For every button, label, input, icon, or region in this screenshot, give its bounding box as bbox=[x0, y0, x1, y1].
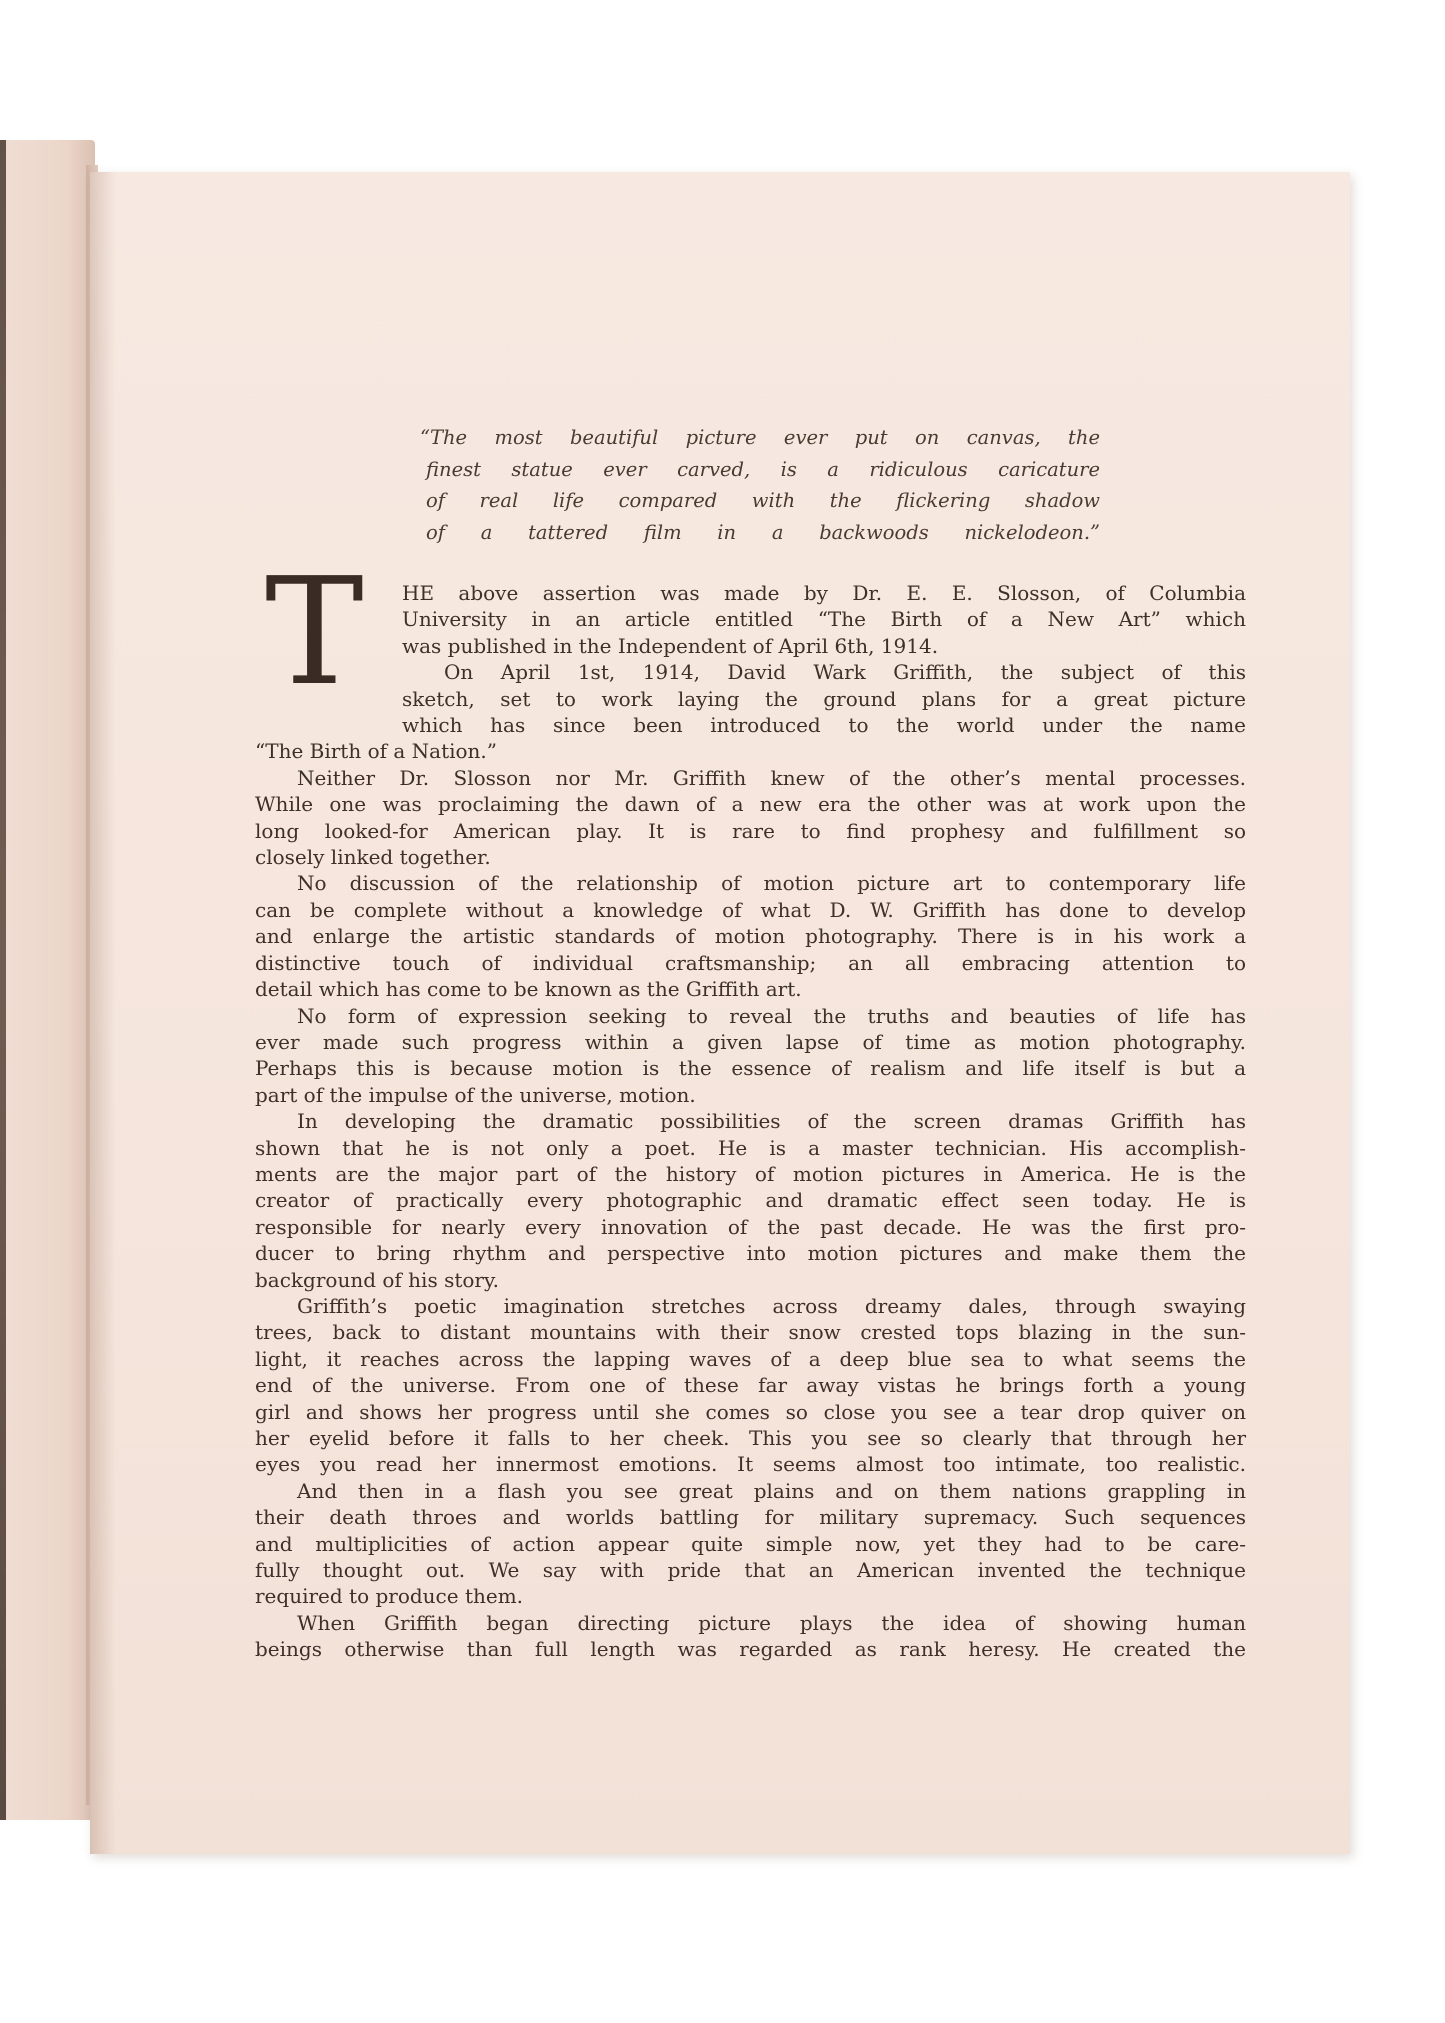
text-line: sketch, set to work laying the ground plans for a great picture bbox=[402, 686, 1246, 711]
text-line: ducer to bring rhythm and perspective into motion pictures and make them the bbox=[255, 1241, 1246, 1266]
quote-line: finest statue ever carved, is a ridiculous caricature bbox=[426, 457, 1100, 481]
text-line: Neither Dr. Slosson nor Mr. Griffith knew of the other’s mental processes. bbox=[297, 765, 1246, 790]
text-line: girl and shows her progress until she comes so close you see a tear drop quiver on bbox=[255, 1399, 1246, 1424]
text-line: their death throes and worlds battling for military supremacy. Such sequences bbox=[255, 1505, 1246, 1530]
text-line: ever made such progress within a given lapse of time as motion photography. bbox=[255, 1029, 1246, 1054]
text-line: eyes you read her innermost emotions. It seems almost too intimate, too realistic. bbox=[255, 1452, 1246, 1477]
text-line: end of the universe. From one of these far away vistas he brings forth a young bbox=[255, 1373, 1246, 1398]
text-line: “The Birth of a Nation.” bbox=[255, 739, 498, 764]
text-line: Griffith’s poetic imagination stretches across dreamy dales, through swaying bbox=[297, 1293, 1246, 1318]
text-line: light, it reaches across the lapping waves of a deep blue sea to what seems the bbox=[255, 1346, 1246, 1371]
text-line: trees, back to distant mountains with their snow crested tops blazing in the sun- bbox=[255, 1320, 1246, 1345]
text-line: When Griffith began directing picture plays the idea of showing human bbox=[297, 1610, 1246, 1635]
drop-cap: T bbox=[265, 546, 364, 718]
text-line: Perhaps this is because motion is the essence of realism and life itself is but a bbox=[255, 1056, 1246, 1081]
text-line: fully thought out. We say with pride that an American invented the technique bbox=[255, 1558, 1246, 1583]
text-line: No form of expression seeking to reveal the truths and beauties of life has bbox=[297, 1003, 1246, 1028]
right-page bbox=[90, 172, 1350, 1854]
text-line: long looked-for American play. It is rare to find prophesy and fulfillment so bbox=[255, 818, 1246, 843]
text-line: beings otherwise than full length was regarded as rank heresy. He created the bbox=[255, 1637, 1246, 1662]
left-facing-page bbox=[0, 140, 95, 1820]
body-text bbox=[255, 580, 1246, 1663]
text-line: While one was proclaiming the dawn of a new era the other was at work upon the bbox=[255, 792, 1246, 817]
text-line: part of the impulse of the universe, motion. bbox=[255, 1082, 696, 1107]
text-line: background of his story. bbox=[255, 1267, 499, 1292]
photo-edge bbox=[0, 140, 6, 1820]
epigraph-quote bbox=[420, 422, 1100, 548]
text-line: and enlarge the artistic standards of motion photography. There is in his work a bbox=[255, 924, 1246, 949]
text-line: was published in the Independent of April 6th, 1914. bbox=[402, 633, 939, 658]
text-line: ments are the major part of the history of motion pictures in America. He is the bbox=[255, 1161, 1246, 1186]
text-line: responsible for nearly every innovation of the past decade. He was the first pro- bbox=[255, 1214, 1246, 1239]
text-line: creator of practically every photographic and dramatic effect seen today. He is bbox=[255, 1188, 1246, 1213]
text-line: In developing the dramatic possibilities of the screen dramas Griffith has bbox=[297, 1109, 1246, 1134]
text-line: HE above assertion was made by Dr. E. E. Slosson, of Columbia bbox=[402, 581, 1246, 605]
quote-line: of a tattered film in a backwoods nickelodeon.” bbox=[426, 520, 1100, 544]
quote-line: “The most beautiful picture ever put on canvas, the bbox=[420, 426, 1100, 449]
text-line: closely linked together. bbox=[255, 845, 491, 870]
text-line: which has since been introduced to the world under the name bbox=[402, 713, 1246, 738]
text-line: On April 1st, 1914, David Wark Griffith, the subject of this bbox=[444, 660, 1246, 685]
text-line: No discussion of the relationship of motion picture art to contemporary life bbox=[297, 871, 1246, 896]
text-line: her eyelid before it falls to her cheek. This you see so clearly that through her bbox=[255, 1426, 1246, 1450]
text-line: required to produce them. bbox=[255, 1584, 524, 1609]
text-line: can be complete without a knowledge of what D. W. Griffith has done to develop bbox=[255, 897, 1246, 922]
text-line: And then in a flash you see great plains and on them nations grappling in bbox=[297, 1478, 1246, 1503]
text-line: detail which has come to be known as the Griffith art. bbox=[255, 977, 802, 1002]
text-line: University in an article entitled “The Birth of a New Art” which bbox=[402, 607, 1246, 632]
text-line: shown that he is not only a poet. He is a master technician. His accomplish- bbox=[255, 1135, 1246, 1160]
quote-line: of real life compared with the flickering shadow bbox=[426, 489, 1100, 512]
text-line: and multiplicities of action appear quite simple now, yet they had to be care- bbox=[255, 1531, 1246, 1556]
text-line: distinctive touch of individual craftsmanship; an all embracing attention to bbox=[255, 950, 1246, 975]
